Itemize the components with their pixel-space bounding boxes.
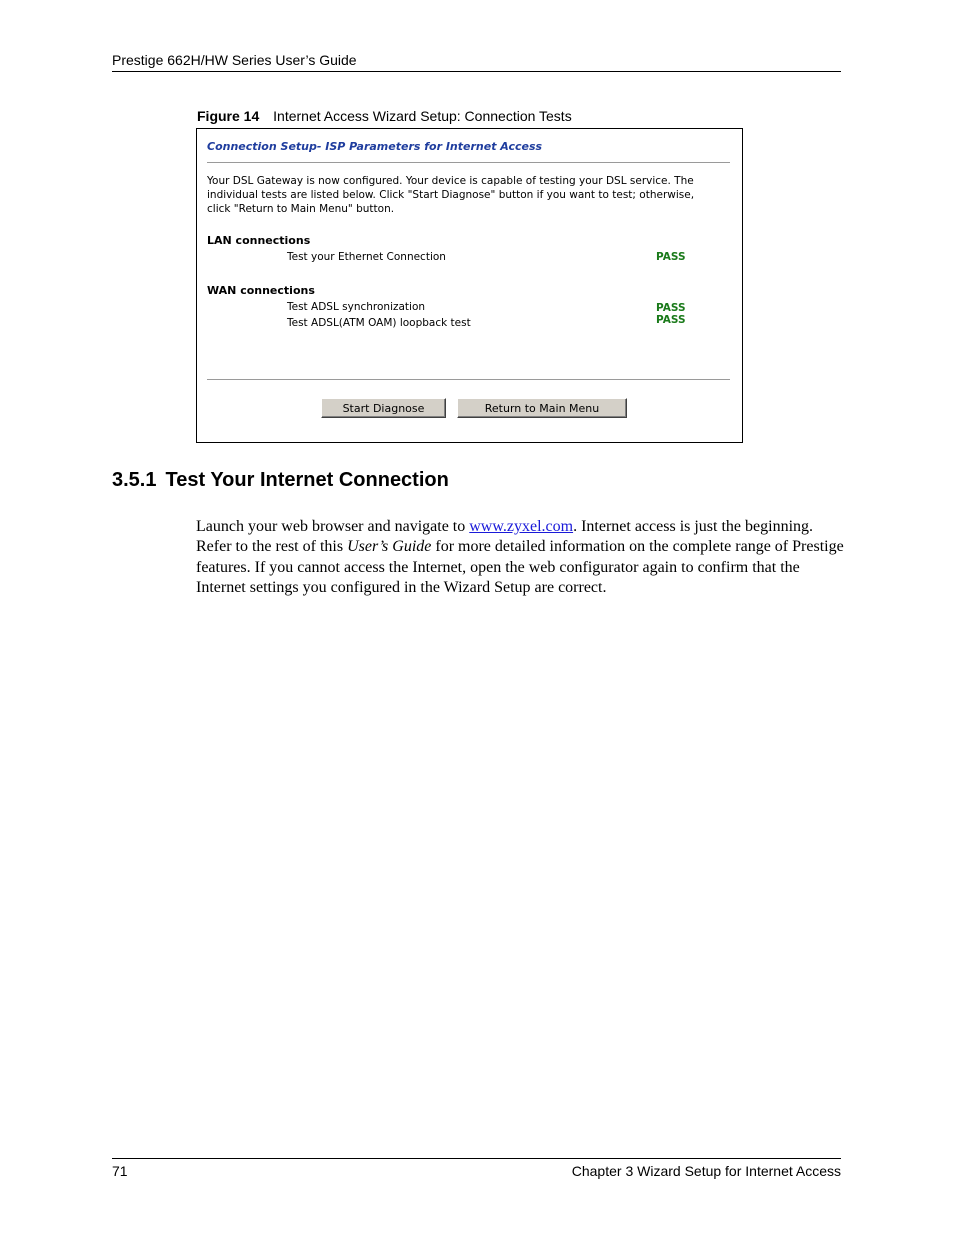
- start-diagnose-button[interactable]: Start Diagnose: [321, 398, 446, 418]
- page-footer: [112, 1158, 841, 1179]
- return-to-main-menu-button[interactable]: Return to Main Menu: [457, 398, 627, 418]
- adsl-sync-result: PASS: [656, 302, 686, 314]
- test-adsl-sync-label: Test ADSL synchronization: [287, 301, 426, 313]
- adsl-loopback-result: PASS: [656, 314, 686, 326]
- screen-description: Your DSL Gateway is now configured. Your device is capable of testing your DSL service. The individual tests are listed below. Click "Start Diagnose" button if you want to test; otherwise, click "Return to Main Menu" button.: [207, 175, 695, 215]
- section-number: 3.5.1: [112, 469, 157, 491]
- figure-caption: [197, 108, 572, 124]
- zyxel-link[interactable]: www.zyxel.com: [469, 518, 574, 535]
- top-divider: [207, 162, 730, 163]
- bottom-divider: [207, 379, 730, 380]
- test-ethernet-label: Test your Ethernet Connection: [287, 251, 446, 263]
- figure-caption-text: Internet Access Wizard Setup: Connection Tests: [273, 108, 572, 124]
- running-header: [112, 52, 841, 72]
- page-number: 71: [112, 1163, 128, 1179]
- body-text-middle: . Internet access is just the beginning. Refer to the rest of this: [196, 518, 814, 556]
- figure-number: Figure 14: [197, 108, 260, 124]
- wan-connections-heading: WAN connections: [207, 284, 315, 297]
- body-text-start: Launch your web browser and navigate to: [196, 518, 470, 535]
- users-guide-italic: User’s Guide: [347, 538, 432, 556]
- ethernet-result: PASS: [656, 251, 686, 263]
- body-paragraph: [196, 517, 846, 598]
- body-text-end: for more detailed information on the complete range of Prestige features. If you cannot access the Internet, open the web configurator again to confirm that the Internet settings you configured in the Wizard Setup are correct.: [196, 538, 844, 596]
- section-heading: [112, 469, 449, 492]
- lan-connections-heading: LAN connections: [207, 234, 311, 247]
- test-adsl-loopback-label: Test ADSL(ATM OAM) loopback test: [287, 317, 471, 329]
- section-title: Test Your Internet Connection: [165, 469, 449, 491]
- guide-title: Prestige 662H/HW Series User’s Guide: [112, 52, 357, 68]
- connection-tests-screenshot: [196, 128, 743, 443]
- screen-title: Connection Setup- ISP Parameters for Internet Access: [207, 140, 543, 153]
- chapter-title: Chapter 3 Wizard Setup for Internet Access: [571, 1163, 841, 1179]
